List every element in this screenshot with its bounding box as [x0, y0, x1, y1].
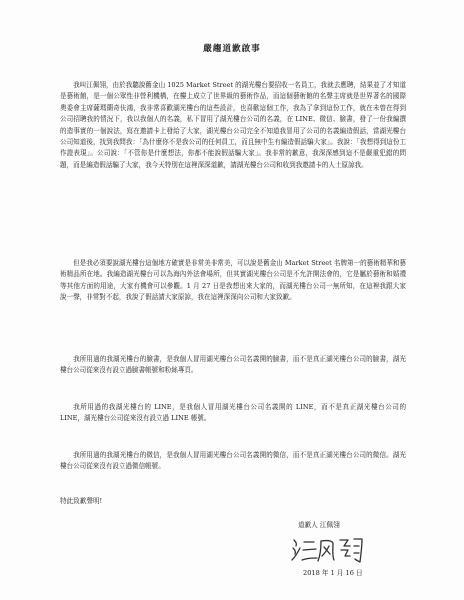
- paragraph-line: 我所用過的我湖光樓台的 LINE，是我個人冒用湖光樓台公司名義開的 LINE，而不是真正湖光樓台公司的 LINE，湖光樓台公司從來沒有設立過 LINE 帳號。: [60, 403, 406, 423]
- handwritten-signature: [288, 534, 368, 564]
- document-title: 嚴趨道歉啟事: [203, 44, 261, 54]
- paragraph-main-apology: 我叫江佩翎，由於我聽說舊金山 1025 Market Street 的湖光樓台要招收一名員工，我就去應聘，結果並了才知道是藝術館，是一個公眾性非營利機構，在樓上成立了世界級的藝術作品，而這個藝術館的名聲主席就是世界著名的國際奧委會主席薩瑪蘭奇伕鴻，我非常喜歡湖光樓台的這些設計，也喜歡這個工作，我為了拿到這份工作，就在未曾在得到公司招聘我的情況下，我以我個人的名義，私下冒用了湖光樓台公司的名義，在 LINE、微信、臉書，發了一份我編撰的造事實的一個說法，寫在邀請卡上發給了大家，湖光樓台公司完全不知道我冒用了公司的名義編造假話，當湖光樓台公司知道後，找到我問我：「為什麼你不是我公司的任何員工，而且無中生有編造假話騙大家」。我說：「我想得到這份工作證表現」。公司說：「不管你是什麼想法，你都不能說假話騙大家」。我非常的歉意，我深深感到這不是嚴重犯錯的問題，而是編造假話騙了大家，我今天特別在這裡深深道歉，請湖光樓台公司和收到我邀請卡的人士原諒我。: [60, 81, 406, 169]
- closing-statement: 特此致歉聲明!: [60, 497, 103, 505]
- paragraph-wechat: 我所用過的我湖光樓台的微信，是我個人冒用湖光樓台公司名義開的微信，而不是真正湖光樓台公司的微信。湖光樓台公司從來沒有設立過微信帳號。: [60, 451, 406, 471]
- paragraph-venue-clarification: 但是我必須要說湖光樓台這個地方確實是非常美非常美，可以說是舊金山 Market Street 名牌第一的藝術精華和藝術精品所在地。我編造湖光樓台可以為海內外法會場所，但其實湖光樓台公司是不允許開法會的，它是屬於藝術和婚禮等其他方面的用途，大家有機會可以參觀。1 月 27 日是我想出來大家的，而湖光樓台公司一無所知，在這裡我跟大家說一聲，非常對不起，我說了假話請大家原諒，我在這裡深深向公司和大家致歉。: [60, 259, 406, 302]
- document-date: 2018 年 1 月 16 日: [303, 569, 363, 577]
- paragraph-facebook: 我所用過的我湖光樓台的臉書，是我個人冒用湖光樓台公司名義開的臉書，而不是真正湖光樓台公司的臉書，湖光樓台公司從來沒有設立過臉書帳號和粉絲專頁。: [60, 355, 406, 375]
- signer-name: 道歉人 江佩翎: [298, 521, 340, 529]
